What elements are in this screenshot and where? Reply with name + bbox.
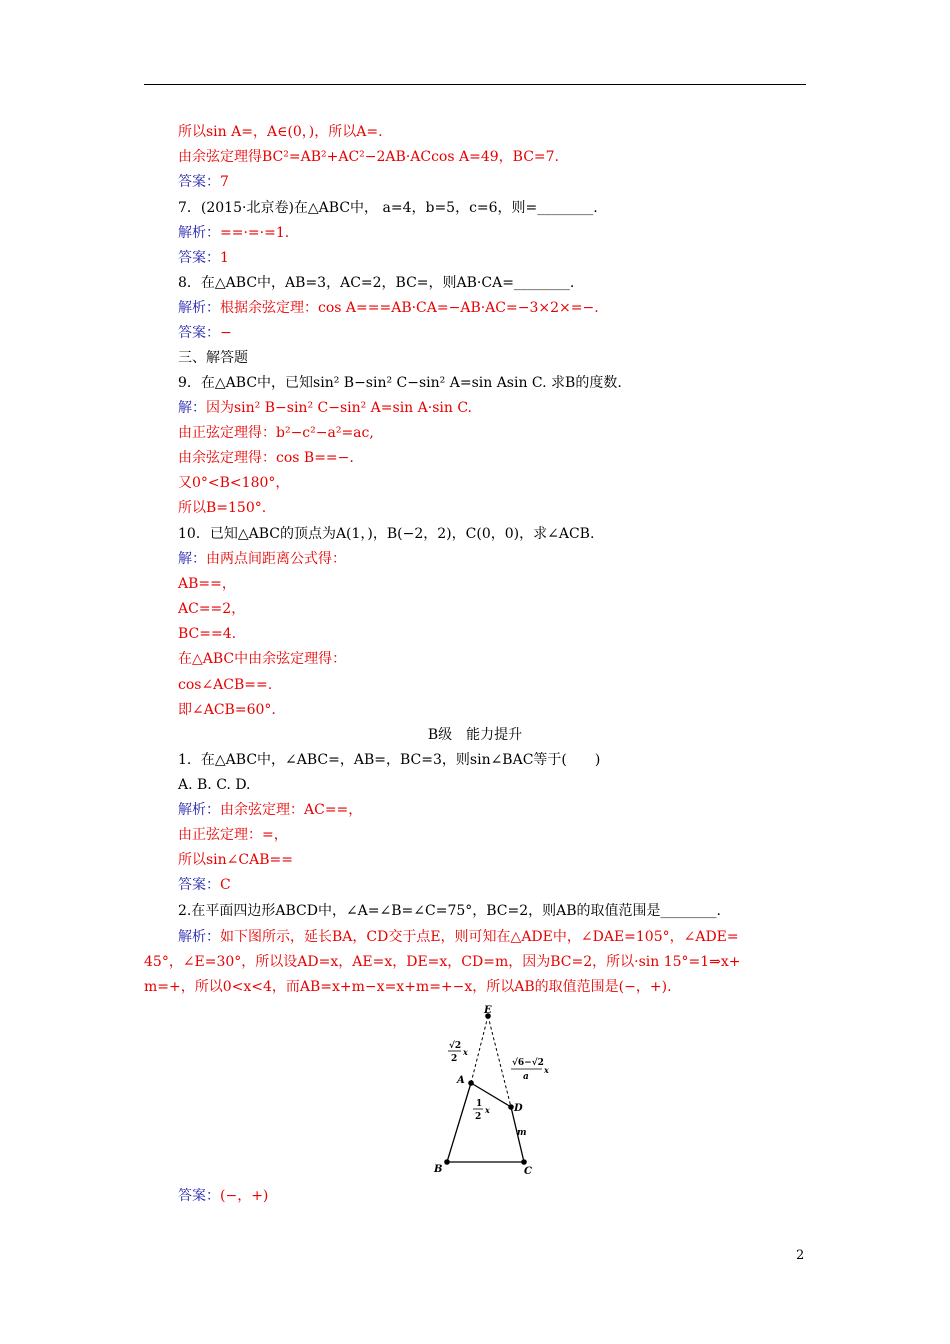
section-heading: B级 能力提升 [427,727,523,743]
segment-ab [447,1083,471,1162]
solution-line [178,550,346,568]
label-e: E [484,1005,492,1016]
solution-label: 解： [178,551,206,567]
answer-label: 答案： [178,250,220,266]
solution-label: 解析： [178,802,220,818]
solution-label: 解析： [178,929,220,945]
answer-value: 7 [220,174,229,190]
label-b: B [434,1164,443,1175]
label-d: D [514,1103,523,1114]
point-c [521,1159,527,1165]
text-line: 即∠ACB=60°. [178,702,276,718]
solution-line [178,224,289,242]
solution-line [178,399,472,417]
fraction-numerator: 1 [476,1099,483,1109]
answer-line [178,876,231,894]
text-line: 由正弦定理得：b²−c²−a²=ac, [178,425,374,441]
dashed-segment-ed [488,1016,511,1107]
solution-text: 由两点间距离公式得： [206,551,346,567]
text-line: 所以sin∠CAB== [178,852,293,868]
answer-label: 答案： [178,174,220,190]
fraction-denominator: a [523,1072,529,1082]
label-m: m [517,1128,527,1138]
solution-line [178,801,362,819]
fraction-label-ad [473,1099,490,1122]
label-c: C [524,1166,532,1177]
fraction-variable: x [544,1065,549,1075]
answer-value: 1 [220,250,229,266]
solution-label: 解析： [178,225,220,241]
fraction-variable: x [485,1105,490,1115]
question-line: 10．已知△ABC的顶点为A(1，)，B(−2，2)，C(0，0)，求∠ACB. [178,526,595,542]
solution-text: 因为sin² B−sin² C−sin² A=sin A·sin C. [206,400,473,416]
text-line: AB==， [178,576,236,592]
dashed-segment-ea [471,1016,488,1083]
question-line: 9．在△ABC中，已知sin² B−sin² C−sin² A=sin Asin C. 求B的度数. [178,375,622,391]
text-line: BC==4. [178,626,237,642]
answer-line [178,324,232,342]
solution-label: 解析： [178,300,220,316]
text-line: 所以B=150°. [178,500,267,516]
point-a [468,1080,474,1086]
options-line: A. B. C. D. [178,777,251,793]
answer-line [178,1187,268,1205]
solution-paragraph-line [144,925,806,950]
section-heading: 三、解答题 [178,350,248,366]
text-line: 由余弦定理得BC²=AB²+AC²−2AB·ACcos A=49，BC=7. [178,149,559,165]
text-line: cos∠ACB==. [178,677,273,693]
header-rule [144,84,806,85]
text-line: 所以sin A=，A∈(0，)，所以A=. [178,124,383,140]
solution-text: ==·=·=1. [220,225,290,241]
fraction-numerator: √6−√2 [512,1058,544,1068]
solution-text: 如下图所示，延长BA，CD交于点E，则可知在△ADE中，∠DAE=105°，∠ADE= [220,929,739,945]
solution-label: 解： [178,400,206,416]
fraction-denominator: 2 [475,1112,482,1122]
solution-text: 根据余弦定理：cos A===AB·CA=−AB·AC=−3×2×=−. [220,300,599,316]
answer-label: 答案： [178,325,220,341]
answer-line [178,249,229,267]
text-line: AC==2， [178,601,246,617]
text-line: 由余弦定理得：cos B==−. [178,450,354,466]
fraction-denominator: 2 [451,1054,458,1064]
fraction-numerator: √2 [449,1041,462,1051]
text-line: 又0°<B<180°， [178,475,290,491]
fraction-variable: x [463,1047,468,1057]
answer-line [178,173,229,191]
question-line: 8．在△ABC中，AB=3，AC=2，BC=，则AB·CA=________. [178,275,575,291]
solution-paragraph [144,925,806,1000]
answer-value: (−，+) [220,1188,269,1204]
fraction-label-ae [448,1040,468,1064]
page-number: 2 [796,1248,805,1263]
solution-line [178,299,599,317]
answer-value: − [220,325,232,341]
question-line: 7．(2015·北京卷)在△ABC中， a=4，b=5，c=6，则=________. [178,200,598,216]
label-a: A [457,1075,465,1086]
question-line: 2.在平面四边形ABCD中，∠A=∠B=∠C=75°，BC=2，则AB的取值范围是________. [178,903,722,919]
text-line: 在△ABC中由余弦定理得： [178,651,347,667]
question-line: 1．在△ABC中，∠ABC=，AB=，BC=3，则sin∠BAC等于( ) [178,752,601,768]
solution-paragraph-line: m=+，所以0<x<4，而AB=x+m−x=x+m=+−x，所以AB的取值范围是(−，+). [144,979,672,995]
answer-value: C [220,877,231,893]
answer-label: 答案： [178,1188,220,1204]
text-line: 由正弦定理：=， [178,827,288,843]
answer-label: 答案： [178,877,220,893]
geometry-figure [420,1005,580,1180]
point-b [444,1159,450,1165]
solution-paragraph-line: 45°，∠E=30°，所以设AD=x，AE=x，DE=x，CD=m，因为BC=2，所以·sin 15°=1⇒x+ [144,954,741,970]
fraction-label-de [511,1057,549,1082]
point-d [508,1104,514,1110]
solution-text: 由余弦定理：AC==， [220,802,363,818]
